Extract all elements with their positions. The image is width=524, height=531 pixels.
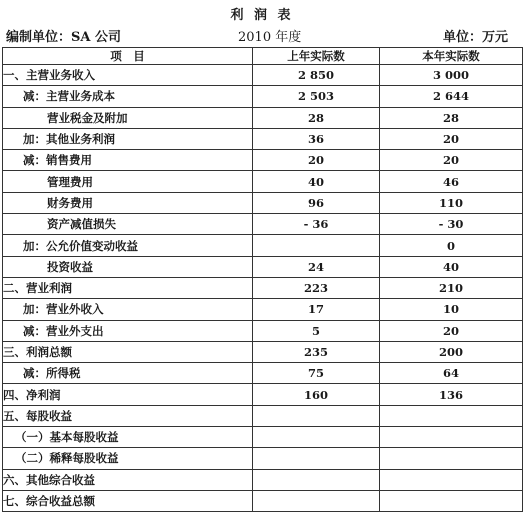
row-item-label: 财务费用 bbox=[3, 192, 253, 213]
reporting-period: 2010 年度 bbox=[238, 30, 302, 45]
row-item-label: 加：营业外收入 bbox=[3, 299, 253, 320]
row-current-year-value: 28 bbox=[380, 107, 523, 128]
row-item-label: 减：销售费用 bbox=[3, 150, 253, 171]
table-row bbox=[3, 277, 523, 298]
row-item-label: 减：主营业务成本 bbox=[3, 86, 253, 107]
statement-title: 利 润 表 bbox=[230, 8, 294, 23]
table-row bbox=[3, 299, 523, 320]
row-item-label: （一）基本每股收益 bbox=[3, 427, 253, 448]
row-current-year-value: 46 bbox=[380, 171, 523, 192]
row-item-label: （二）稀释每股收益 bbox=[3, 448, 253, 469]
row-item-label: 营业税金及附加 bbox=[3, 107, 253, 128]
table-row bbox=[3, 384, 523, 405]
table-row bbox=[3, 341, 523, 362]
row-item-label: 资产减值损失 bbox=[3, 214, 253, 235]
preparing-entity: 编制单位：SA 公司 bbox=[6, 30, 122, 45]
row-prior-year-value bbox=[253, 405, 380, 426]
row-prior-year-value: 96 bbox=[253, 192, 380, 213]
row-current-year-value: 3 000 bbox=[380, 65, 523, 86]
row-prior-year-value: 40 bbox=[253, 171, 380, 192]
row-current-year-value bbox=[380, 490, 523, 511]
table-row bbox=[3, 256, 523, 277]
row-item-label: 七、综合收益总额 bbox=[3, 490, 253, 511]
row-current-year-value bbox=[380, 469, 523, 490]
row-current-year-value bbox=[380, 448, 523, 469]
header-prior-year: 上年实际数 bbox=[253, 48, 380, 65]
row-current-year-value: 136 bbox=[380, 384, 523, 405]
row-prior-year-value: 75 bbox=[253, 363, 380, 384]
row-item-label: 四、净利润 bbox=[3, 384, 253, 405]
row-item-label: 三、利润总额 bbox=[3, 341, 253, 362]
row-current-year-value: 200 bbox=[380, 341, 523, 362]
table-row bbox=[3, 405, 523, 426]
table-row bbox=[3, 469, 523, 490]
table-row bbox=[3, 192, 523, 213]
row-prior-year-value bbox=[253, 490, 380, 511]
table-row bbox=[3, 363, 523, 384]
row-current-year-value: 10 bbox=[380, 299, 523, 320]
row-current-year-value: 110 bbox=[380, 192, 523, 213]
row-prior-year-value bbox=[253, 469, 380, 490]
row-current-year-value: 2 644 bbox=[380, 86, 523, 107]
header-item: 项 目 bbox=[3, 48, 253, 65]
table-row bbox=[3, 171, 523, 192]
row-item-label: 管理费用 bbox=[3, 171, 253, 192]
table-row bbox=[3, 86, 523, 107]
row-current-year-value: 64 bbox=[380, 363, 523, 384]
row-item-label: 六、其他综合收益 bbox=[3, 469, 253, 490]
row-item-label: 五、每股收益 bbox=[3, 405, 253, 426]
table-row bbox=[3, 320, 523, 341]
row-item-label: 加：其他业务利润 bbox=[3, 128, 253, 149]
statement-meta bbox=[6, 26, 518, 44]
row-prior-year-value: 24 bbox=[253, 256, 380, 277]
row-current-year-value: 210 bbox=[380, 277, 523, 298]
row-current-year-value: 20 bbox=[380, 150, 523, 171]
row-prior-year-value bbox=[253, 235, 380, 256]
table-row bbox=[3, 427, 523, 448]
table-header-row bbox=[3, 48, 523, 65]
row-prior-year-value: 160 bbox=[253, 384, 380, 405]
row-prior-year-value: 2 503 bbox=[253, 86, 380, 107]
table-row bbox=[3, 128, 523, 149]
table-row bbox=[3, 150, 523, 171]
row-item-label: 减：所得税 bbox=[3, 363, 253, 384]
row-item-label: 二、营业利润 bbox=[3, 277, 253, 298]
row-prior-year-value: 235 bbox=[253, 341, 380, 362]
row-prior-year-value: 223 bbox=[253, 277, 380, 298]
income-statement-table bbox=[2, 47, 523, 512]
table-row bbox=[3, 65, 523, 86]
row-prior-year-value bbox=[253, 427, 380, 448]
table-row bbox=[3, 235, 523, 256]
header-current-year: 本年实际数 bbox=[380, 48, 523, 65]
table-row bbox=[3, 490, 523, 511]
row-prior-year-value: 36 bbox=[253, 128, 380, 149]
row-current-year-value: 20 bbox=[380, 320, 523, 341]
row-prior-year-value: 20 bbox=[253, 150, 380, 171]
row-current-year-value bbox=[380, 427, 523, 448]
row-item-label: 投资收益 bbox=[3, 256, 253, 277]
row-prior-year-value: 2 850 bbox=[253, 65, 380, 86]
row-current-year-value bbox=[380, 405, 523, 426]
row-current-year-value: 0 bbox=[380, 235, 523, 256]
table-row bbox=[3, 107, 523, 128]
currency-unit: 单位：万元 bbox=[442, 30, 508, 45]
row-item-label: 减：营业外支出 bbox=[3, 320, 253, 341]
row-current-year-value: 40 bbox=[380, 256, 523, 277]
table-row bbox=[3, 448, 523, 469]
row-prior-year-value bbox=[253, 448, 380, 469]
row-item-label: 一、主营业务收入 bbox=[3, 65, 253, 86]
row-prior-year-value: 17 bbox=[253, 299, 380, 320]
row-item-label: 加：公允价值变动收益 bbox=[3, 235, 253, 256]
row-prior-year-value: - 36 bbox=[253, 214, 380, 235]
row-current-year-value: 20 bbox=[380, 128, 523, 149]
row-current-year-value: - 30 bbox=[380, 214, 523, 235]
row-prior-year-value: 5 bbox=[253, 320, 380, 341]
table-row bbox=[3, 214, 523, 235]
row-prior-year-value: 28 bbox=[253, 107, 380, 128]
